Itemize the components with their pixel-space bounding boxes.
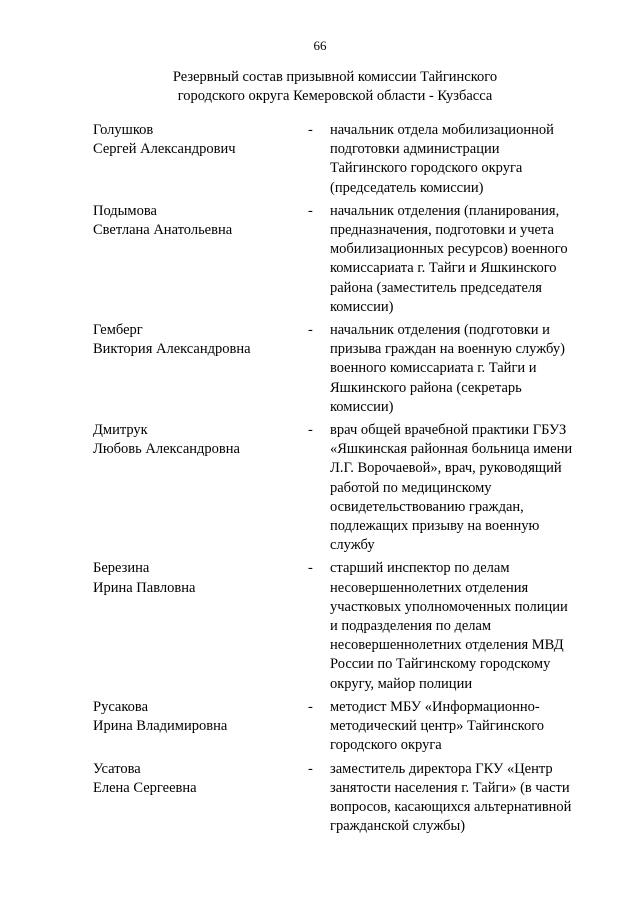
member-role-line: городского округа	[330, 737, 442, 754]
member-role-line: старший инспектор по делам	[330, 560, 510, 577]
member-role-line: начальник отделения (подготовки и	[330, 322, 550, 339]
member-role-line: работой по медицинскому	[330, 479, 492, 496]
member-given-names: Светлана Анатольевна	[93, 222, 233, 239]
member-role	[330, 698, 588, 756]
member-entry	[0, 559, 640, 693]
member-name	[93, 559, 303, 597]
member-role	[330, 760, 588, 837]
member-role	[330, 421, 588, 555]
member-name	[93, 698, 303, 736]
member-surname: Усатова	[93, 760, 141, 777]
member-name	[93, 760, 303, 798]
member-given-names: Сергей Александрович	[93, 141, 236, 158]
member-surname: Русакова	[93, 698, 149, 715]
member-role	[330, 202, 588, 317]
member-name	[93, 321, 303, 359]
member-given-names: Виктория Александровна	[93, 341, 251, 358]
member-role-line: начальник отделения (планирования,	[330, 202, 560, 219]
member-dash: -	[308, 122, 313, 138]
member-role-line: (председатель комиссии)	[330, 179, 484, 196]
member-surname: Голушков	[93, 122, 154, 138]
member-dash: -	[308, 202, 313, 219]
member-role-line: Яшкинского района (секретарь	[330, 379, 522, 396]
member-surname: Подымова	[93, 202, 157, 219]
member-given-names: Ирина Владимировна	[93, 718, 228, 735]
member-dash: -	[308, 322, 313, 339]
page-number: 66	[313, 38, 327, 53]
member-role-line: комиссариата г. Тайги и Яшкинского	[330, 260, 557, 277]
member-role-line: подлежащих призыву на военную	[330, 518, 540, 535]
member-role	[330, 321, 588, 417]
member-role-line: предназначения, подготовки и учета	[330, 222, 554, 239]
member-entry	[0, 698, 640, 756]
member-entry	[0, 202, 640, 317]
member-role-line: методист МБУ «Информационно-	[330, 698, 540, 715]
member-role-line: комиссии)	[330, 298, 394, 315]
member-role-line: Тайгинского городского округа	[330, 160, 523, 177]
member-role-line: района (заместитель председателя	[330, 279, 542, 296]
member-surname: Гемберг	[93, 322, 143, 339]
member-name	[93, 421, 303, 459]
member-role-line: призыва граждан на военную службу)	[330, 341, 565, 358]
member-entry	[0, 421, 640, 555]
member-role	[330, 559, 588, 693]
member-role-line: России по Тайгинскому городскому	[330, 656, 551, 673]
member-dash: -	[308, 560, 313, 577]
member-role-line: комиссии)	[330, 398, 394, 415]
member-role-line: заместитель директора ГКУ «Центр	[330, 760, 553, 777]
member-role-line: Л.Г. Ворочаевой», врач, руководящий	[330, 460, 562, 477]
member-entry	[0, 121, 640, 198]
member-role-line: службу	[330, 537, 375, 554]
member-role-line: мобилизационных ресурсов) военного	[330, 241, 568, 258]
member-dash: -	[308, 698, 313, 715]
member-role	[330, 121, 588, 198]
title-line-1: Резервный состав призывной комиссии Тайгинского	[172, 69, 498, 85]
member-role-line: начальник отдела мобилизационной	[330, 122, 554, 138]
member-role-line: и подразделения по делам	[330, 618, 492, 635]
member-role-line: врач общей врачебной практики ГБУЗ	[330, 422, 567, 439]
member-role-line: несовершеннолетних отделения МВД	[330, 637, 564, 654]
member-role-line: занятости населения г. Тайги» (в части	[330, 779, 570, 796]
member-entry	[0, 760, 640, 837]
member-dash: -	[308, 760, 313, 777]
member-entry	[0, 321, 640, 417]
member-role-line: подготовки администрации	[330, 141, 500, 158]
member-list	[0, 121, 640, 836]
member-role-line: военного комиссариата г. Тайги и	[330, 360, 537, 377]
member-given-names: Любовь Александровна	[93, 441, 240, 458]
member-name	[93, 121, 303, 159]
member-surname: Дмитрук	[93, 422, 148, 439]
member-dash: -	[308, 422, 313, 439]
member-given-names: Ирина Павловна	[93, 579, 196, 596]
member-surname: Березина	[93, 560, 150, 577]
member-role-line: округу, майор полиции	[330, 675, 473, 692]
member-name	[93, 202, 303, 240]
member-role-line: гражданской службы)	[330, 818, 466, 835]
member-role-line: «Яшкинская районная больница имени	[330, 441, 573, 458]
member-given-names: Елена Сергеевна	[93, 779, 197, 796]
member-role-line: освидетельствованию граждан,	[330, 498, 524, 515]
member-role-line: вопросов, касающихся альтернативной	[330, 798, 572, 815]
document-title	[90, 68, 580, 106]
title-line-2: городского округа Кемеровской области - Кузбасса	[177, 88, 493, 104]
member-role-line: методический центр» Тайгинского	[330, 718, 545, 735]
member-role-line: несовершеннолетних отделения	[330, 579, 529, 596]
member-role-line: участковых уполномоченных полиции	[330, 598, 568, 615]
